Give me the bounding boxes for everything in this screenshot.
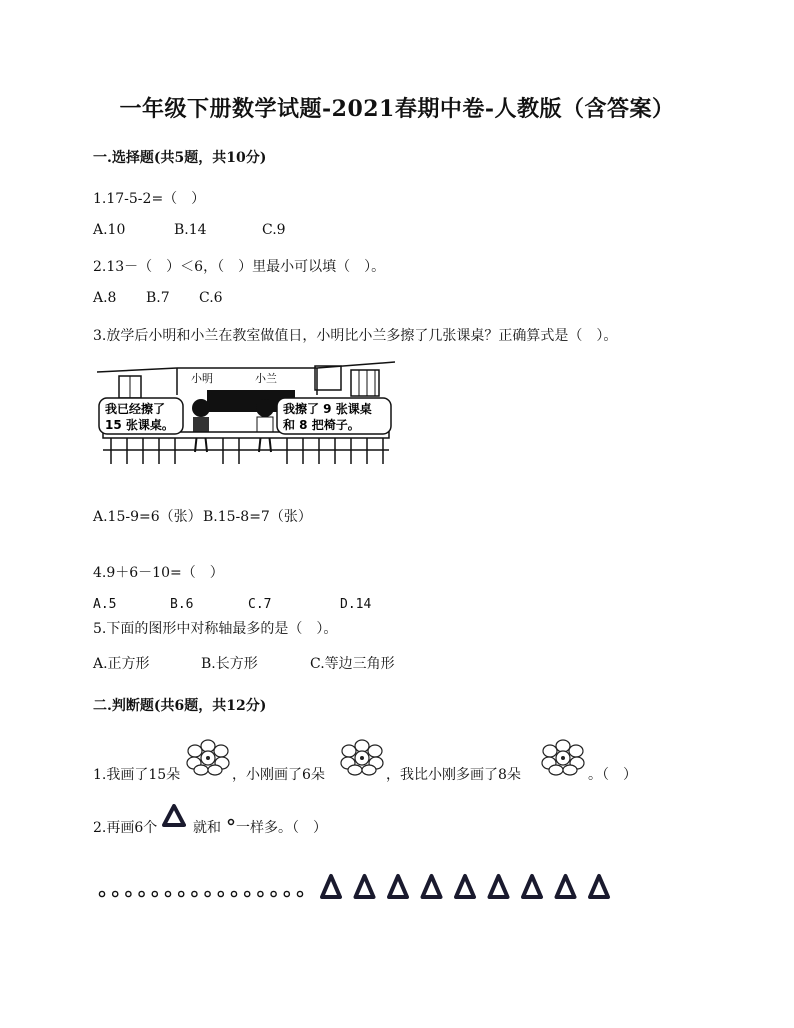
shape-row — [96, 872, 616, 902]
triangle-icon — [423, 876, 441, 897]
circle-icon — [139, 891, 144, 896]
circle-icon — [231, 891, 236, 896]
judgement-2-part-3: 一样多。（ ） — [236, 820, 327, 836]
circle-icon — [218, 891, 223, 896]
triangle-icon — [590, 876, 608, 897]
triangle-icon — [389, 876, 407, 897]
circle-icon — [192, 891, 197, 896]
circle-icon — [152, 891, 157, 896]
circle-icon — [245, 891, 250, 896]
question-4: 4.9＋6－10=（ ） — [93, 565, 224, 581]
question-3: 3.放学后小明和小兰在教室做值日，小明比小兰多擦了几张课桌？正确算式是（ ）。 — [93, 328, 618, 344]
bubble-left-line-2: 15 张课桌。 — [105, 418, 174, 432]
circle-icon — [126, 891, 131, 896]
circle-icon — [99, 891, 104, 896]
bubble-right-line-2: 和 8 把椅子。 — [283, 418, 360, 432]
judgement-2-part-1: 2.再画6个 — [93, 820, 158, 836]
q3-option-a: A.15-9=6（张） — [93, 509, 202, 525]
triangle-icon — [456, 876, 474, 897]
circle-icon — [258, 891, 263, 896]
q1-option-b: B.14 — [174, 222, 207, 238]
judgement-1-part-4: 。（ ） — [588, 767, 637, 783]
judgement-2-part-2: 就和 — [193, 820, 221, 836]
flower-icon — [541, 738, 585, 776]
q5-option-c: C.等边三角形 — [310, 656, 395, 672]
classroom-illustration — [97, 360, 395, 466]
q4-option-b: B.6 — [170, 597, 194, 612]
q5-option-b: B.长方形 — [201, 656, 258, 672]
circle-icon — [271, 891, 276, 896]
triangle-icon — [523, 876, 541, 897]
circle-icon — [297, 891, 302, 896]
section-heading-choice: 一.选择题(共5题，共10分) — [93, 150, 267, 166]
judgement-1-part-2: ，小刚画了6朵 — [232, 767, 325, 783]
q1-option-c: C.9 — [262, 222, 286, 238]
circle-icon — [205, 891, 210, 896]
flower-icon — [186, 738, 230, 776]
triangle-icon — [557, 876, 575, 897]
triangle-icon — [356, 876, 374, 897]
q4-option-c: C.7 — [248, 597, 272, 612]
q1-option-a: A.10 — [93, 222, 126, 238]
q2-option-a: A.8 — [93, 290, 117, 306]
judgement-1-part-3: ，我比小刚多画了8朵 — [386, 767, 521, 783]
q3-option-b: B.15-8=7（张） — [203, 509, 312, 525]
triangle-icon — [162, 804, 186, 828]
bubble-right-line-1: 我擦了 9 张课桌 — [283, 402, 372, 416]
q2-option-c: C.6 — [199, 290, 223, 306]
circle-icon — [165, 891, 170, 896]
circle-icon — [113, 891, 118, 896]
section-heading-judgement: 二.判断题(共6题，共12分) — [93, 698, 267, 714]
q5-option-a: A.正方形 — [93, 656, 150, 672]
name-xiaoming: 小明 — [191, 372, 213, 385]
flower-icon — [340, 738, 384, 776]
q4-option-d: D.14 — [340, 597, 372, 612]
triangle-icon — [490, 876, 508, 897]
question-1: 1.17-5-2=（ ） — [93, 191, 206, 207]
bubble-left-line-1: 我已经擦了 — [105, 402, 166, 416]
question-5: 5.下面的图形中对称轴最多的是（ ）。 — [93, 621, 338, 637]
name-xiaolan: 小兰 — [255, 372, 277, 385]
page-title: 一年级下册数学试题-2021春期中卷-人教版（含答案） — [119, 96, 675, 122]
question-2: 2.13－（ ）＜6，（ ）里最小可以填（ ）。 — [93, 259, 386, 275]
q2-option-b: B.7 — [146, 290, 170, 306]
triangle-icon — [322, 876, 340, 897]
circle-icon — [179, 891, 184, 896]
judgement-1-part-1: 1.我画了15朵 — [93, 767, 181, 783]
q4-option-a: A.5 — [93, 597, 117, 612]
circle-icon — [227, 817, 235, 827]
circle-icon — [284, 891, 289, 896]
